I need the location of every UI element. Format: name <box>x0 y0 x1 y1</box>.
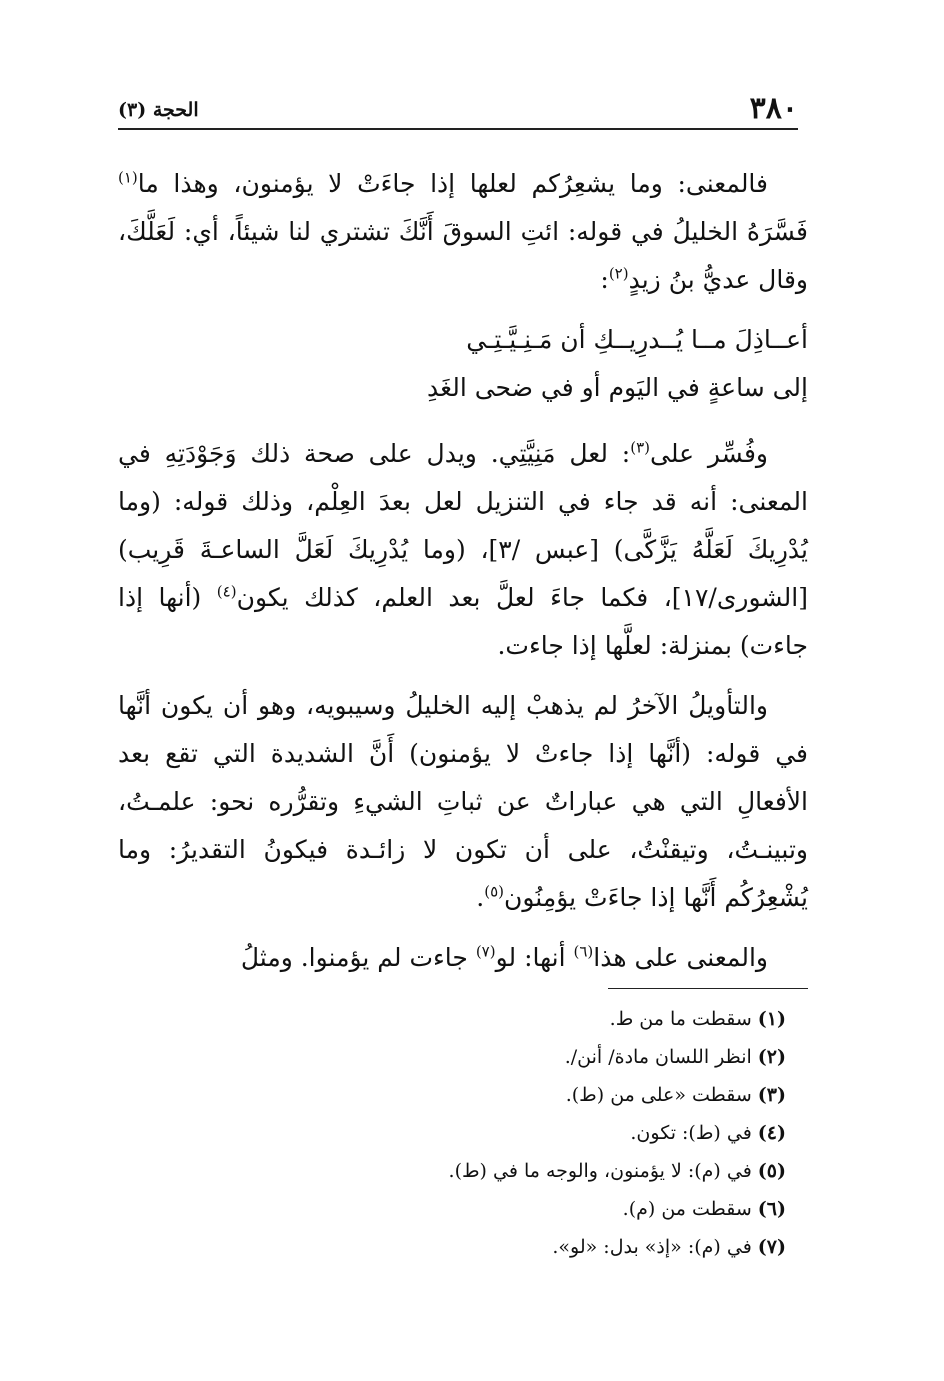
footnote-text: في (م): «إذ» بدل: «لو». <box>552 1236 752 1258</box>
footnote-number: (٣) <box>757 1084 786 1106</box>
paragraph-1-text-a: فالمعنى: وما يشعِرُكم لعلها إذا جاءَتْ لا يؤمنون، وهذا ما <box>137 169 768 198</box>
footnote-text: في (ط): تكون. <box>630 1122 752 1144</box>
paragraph-2-text-a: وفُسِّر على <box>650 439 768 468</box>
paragraph-2 <box>118 430 808 670</box>
footnote-item <box>118 1190 786 1228</box>
footnotes-list <box>118 1000 786 1266</box>
poetry-verse <box>118 316 808 412</box>
footnote-separator <box>608 988 808 989</box>
footnote-text: انظر اللسان مادة/ أنن/. <box>564 1046 752 1068</box>
paragraph-3-text-b: . <box>476 883 485 912</box>
footnote-ref-3: (٣) <box>630 438 650 457</box>
paragraph-1-text-c: : <box>600 265 609 294</box>
paragraph-1-text-b: فَسَّرَهُ الخليلُ في قوله: ائتِ السوقَ أَنَّكَ تشتري لنا شيئاً، أي: لَعَلَّكَ، وقال عديُّ بنُ زيدٍ <box>118 217 808 294</box>
verse-first-hemistich: أعــاذِلَ مــا يُــدرِيــكِ أن مَـنِـيَّـتِـي <box>466 325 808 354</box>
footnote-text: سقطت من (م). <box>622 1198 752 1220</box>
footnote-text: سقطت ما من ط. <box>609 1008 752 1030</box>
footnote-item <box>118 1228 786 1266</box>
footnote-item <box>118 1152 786 1190</box>
paragraph-1 <box>118 160 808 304</box>
footnote-ref-6: (٦) <box>573 942 594 961</box>
main-text <box>118 160 808 994</box>
running-title: الحجة (٣) <box>118 99 199 121</box>
verse-second-hemistich: إلى ساعةٍ في اليَوم أو في ضحى الغَدِ <box>427 373 808 402</box>
footnote-number: (١) <box>757 1008 786 1030</box>
paragraph-4-text-b: أنها: لو <box>495 943 574 972</box>
footnote-ref-4: (٤) <box>216 582 237 601</box>
footnote-item <box>118 1000 786 1038</box>
footnote-number: (٥) <box>757 1160 786 1182</box>
footnote-text: في (م): لا يؤمنون، والوجه ما في (ط). <box>448 1160 752 1182</box>
running-header <box>118 92 798 130</box>
footnote-number: (٢) <box>757 1046 786 1068</box>
footnote-item <box>118 1114 786 1152</box>
paragraph-3-text-a: والتأويلُ الآخرُ لم يذهبْ إليه الخليلُ وسيبويه، وهو أن يكون أنَّها في قوله: (أنَّها إذا جاءتْ لا يؤمنون) أَنَّ الشديدة التي تقع بعد الأفعالِ التي هي عباراتٌ عن ثباتِ الشيءِ وتقرُّره نحو: علمـتُ، وتبينـتُ، وتيقنْتُ، على أن تكون لا زائـدة فيكونُ التقديرُ: وما يُشْعِرُكُم أَنَّها إذا جاءَتْ يؤمِنُون <box>118 691 808 912</box>
paragraph-2-text-b: : لعل مَنِيَّتِي. ويدل على صحة ذلك وَجَوْدَتِهِ في المعنى: أنه قد جاء في التنزيل لعل بعدَ العِلْم، وذلك قوله: (وما يُدْرِيكَ لَعَلَّهُ يَزَّكَّى) [عبس /٣]، (وما يُدْرِيكَ لَعَلَّ الساعـةَ قَرِيب) [الشورى/١٧]، فكما جاءَ لعلَّ بعد العلم، كذلك يكون <box>118 439 809 612</box>
footnote-ref-1: (١) <box>118 168 138 187</box>
footnote-ref-5: (٥) <box>484 882 505 901</box>
footnote-number: (٦) <box>757 1198 786 1220</box>
paragraph-3 <box>118 682 808 922</box>
page-number: ٣٨٠ <box>749 91 798 126</box>
footnote-number: (٧) <box>757 1236 786 1258</box>
paragraph-4-text-c: جاءت لم يؤمنوا. ومثلُ <box>240 943 476 972</box>
paragraph-4-text-a: والمعنى على هذا <box>593 943 768 972</box>
footnote-item <box>118 1076 786 1114</box>
footnote-text: سقطت «على من (ط). <box>565 1084 752 1106</box>
footnote-ref-7: (٧) <box>475 942 496 961</box>
footnote-ref-2: (٢) <box>608 264 629 283</box>
paragraph-4 <box>118 934 808 982</box>
footnote-number: (٤) <box>757 1122 786 1144</box>
footnote-item <box>118 1038 786 1076</box>
paragraph-2-text-c: (أنها إذا جاءت) بمنزلة: لعلَّها إذا جاءت. <box>118 583 808 660</box>
